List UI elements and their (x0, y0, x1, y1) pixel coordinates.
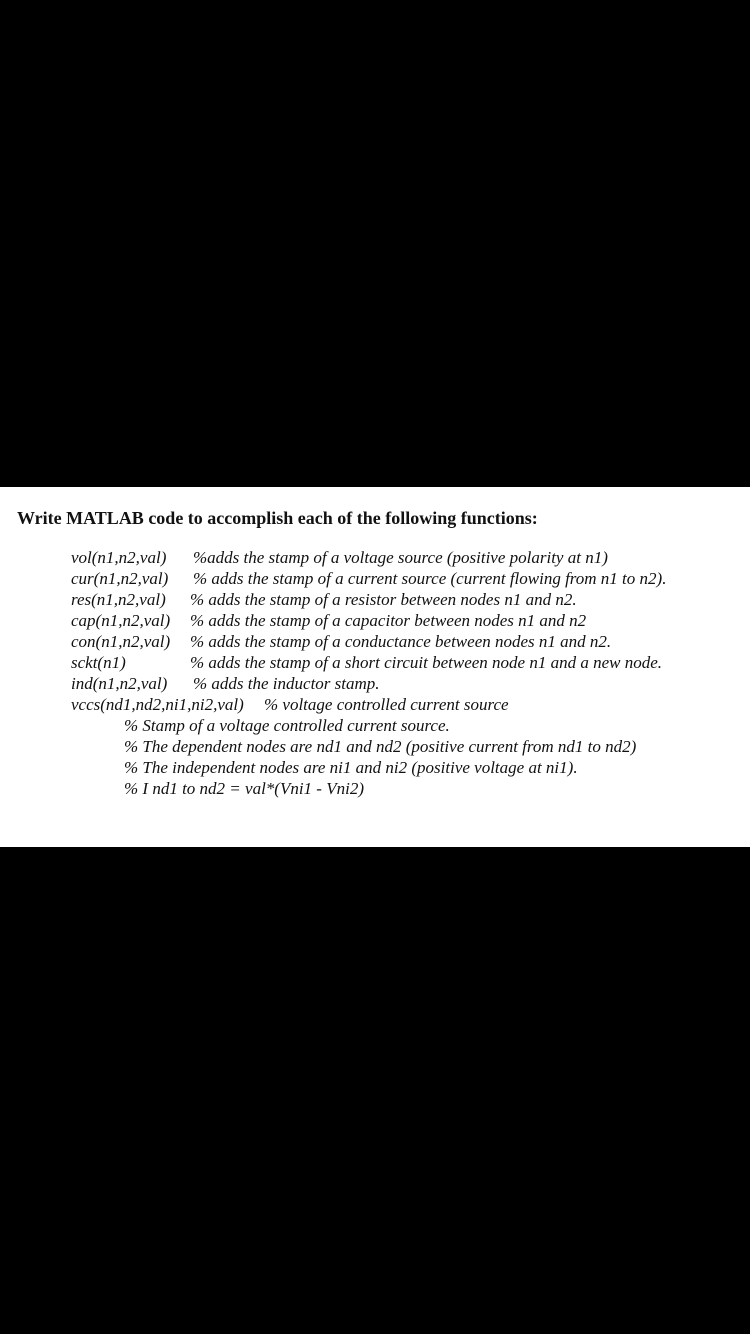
vccs-detail-line: % The dependent nodes are nd1 and nd2 (positive current from nd1 to nd2) (124, 737, 637, 756)
function-signature: vccs(nd1,nd2,ni1,ni2,val) (71, 695, 244, 714)
top-black-band (0, 0, 750, 487)
function-comment: %adds the stamp of a voltage source (positive polarity at n1) (193, 548, 608, 567)
function-signature: cur(n1,n2,val) (71, 569, 169, 588)
function-signature: cap(n1,n2,val) (71, 611, 171, 630)
function-comment: % adds the inductor stamp. (193, 674, 380, 693)
document-panel (0, 487, 750, 847)
vccs-detail-line: % I nd1 to nd2 = val*(Vni1 - Vni2) (124, 779, 364, 798)
function-comment: % adds the stamp of a resistor between nodes n1 and n2. (190, 590, 577, 609)
function-comment: % adds the stamp of a short circuit between node n1 and a new node. (190, 653, 663, 672)
page-title: Write MATLAB code to accomplish each of the following functions: (17, 508, 538, 528)
function-signature: res(n1,n2,val) (71, 590, 166, 609)
function-comment: % adds the stamp of a capacitor between nodes n1 and n2 (190, 611, 587, 630)
function-comment: % adds the stamp of a current source (current flowing from n1 to n2). (193, 569, 667, 588)
function-signature: ind(n1,n2,val) (71, 674, 168, 693)
vccs-detail-line: % The independent nodes are ni1 and ni2 (positive voltage at ni1). (124, 758, 578, 777)
vccs-detail-line: % Stamp of a voltage controlled current source. (124, 716, 450, 735)
function-comment: % voltage controlled current source (264, 695, 509, 714)
function-comment: % adds the stamp of a conductance between nodes n1 and n2. (190, 632, 612, 651)
function-signature: con(n1,n2,val) (71, 632, 171, 651)
bottom-black-band (0, 847, 750, 1334)
function-signature: vol(n1,n2,val) (71, 548, 167, 567)
function-signature: sckt(n1) (71, 653, 126, 672)
